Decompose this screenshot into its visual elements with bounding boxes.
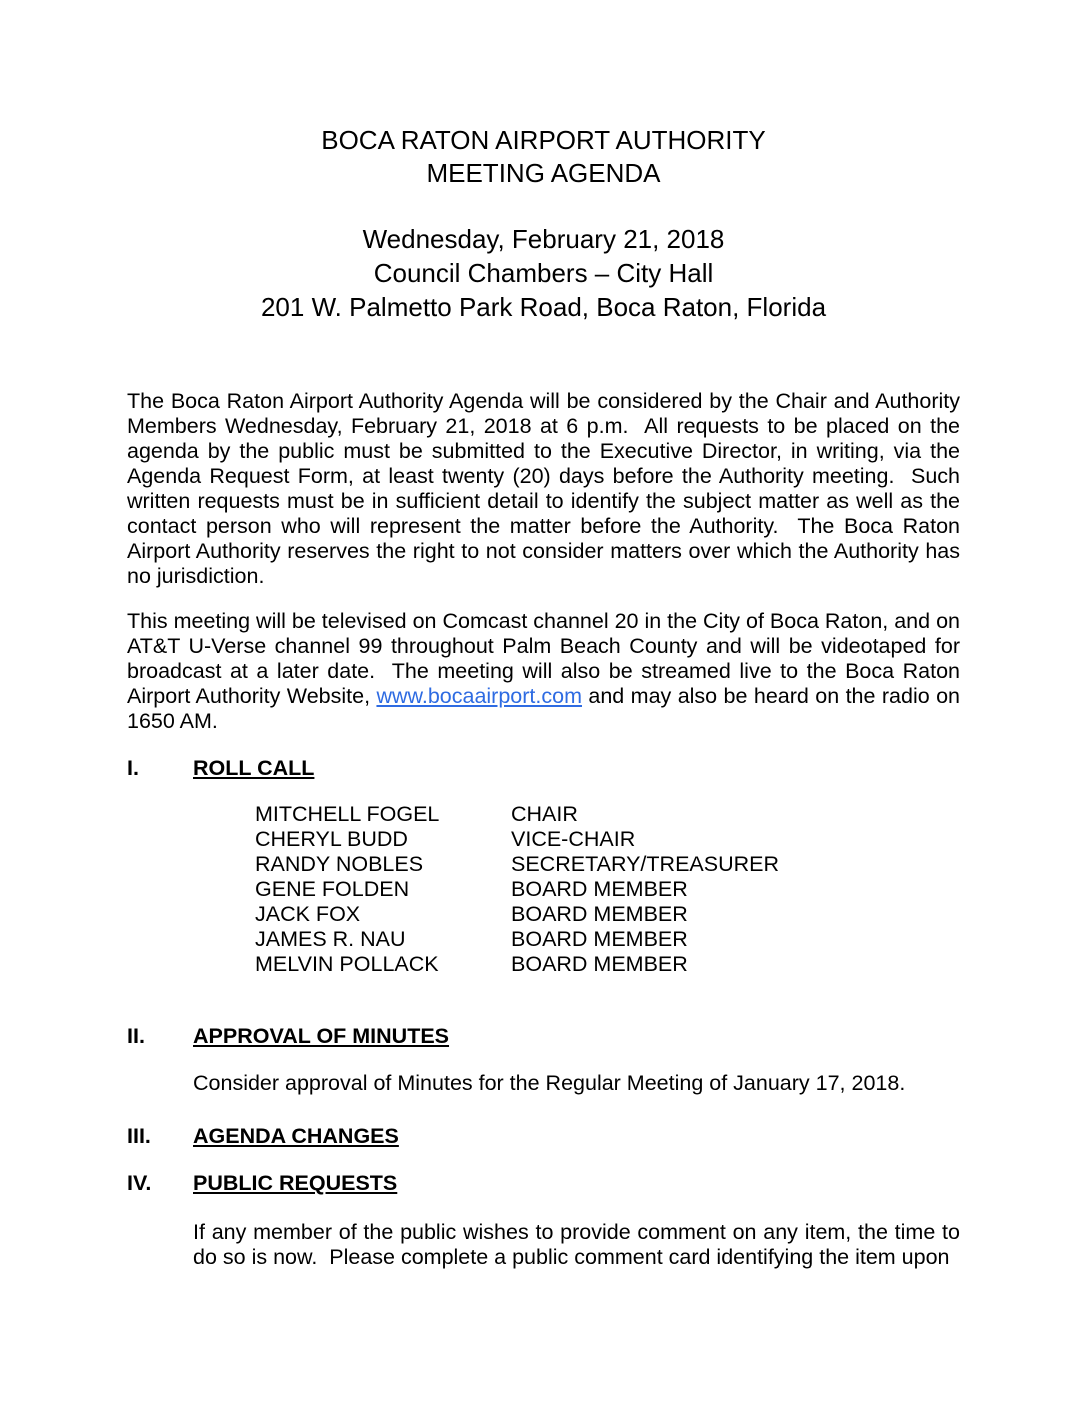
section-title: ROLL CALL (193, 756, 315, 780)
broadcast-paragraph (127, 609, 966, 734)
website-link[interactable]: www.bocaairport.com (376, 684, 582, 708)
member-name: CHERYL BUDD (255, 827, 408, 851)
section-heading-public-requests (127, 1171, 960, 1196)
member-name: JACK FOX (255, 902, 361, 926)
member-title: BOARD MEMBER (511, 952, 688, 976)
member-title: BOARD MEMBER (511, 902, 688, 926)
section-number: I. (127, 756, 139, 780)
broadcast-text-after-link: and may also be heard on the radio on 1650 AM. (127, 684, 966, 733)
roll-call-row (255, 827, 960, 852)
member-title: CHAIR (511, 802, 578, 826)
roll-call-row (255, 852, 960, 877)
title-line-agenda: MEETING AGENDA (426, 158, 661, 188)
section-title: PUBLIC REQUESTS (193, 1171, 398, 1195)
roll-call-row (255, 902, 960, 927)
meeting-date: Wednesday, February 21, 2018 (362, 224, 725, 254)
document-title (127, 124, 960, 190)
section-heading-approval-of-minutes (127, 1024, 960, 1049)
member-name: JAMES R. NAU (255, 927, 406, 951)
member-name: MELVIN POLLACK (255, 952, 439, 976)
section-number: IV. (127, 1171, 152, 1195)
roll-call-row (255, 927, 960, 952)
title-line-authority: BOCA RATON AIRPORT AUTHORITY (321, 125, 766, 155)
member-name: RANDY NOBLES (255, 852, 424, 876)
member-name: GENE FOLDEN (255, 877, 410, 901)
meeting-address: 201 W. Palmetto Park Road, Boca Raton, Florida (260, 292, 827, 322)
section-title: APPROVAL OF MINUTES (193, 1024, 450, 1048)
section-title: AGENDA CHANGES (193, 1124, 399, 1148)
member-title: BOARD MEMBER (511, 877, 688, 901)
roll-call-row (255, 877, 960, 902)
meeting-location: Council Chambers – City Hall (373, 258, 714, 288)
section-number: III. (127, 1124, 151, 1148)
section-heading-agenda-changes (127, 1124, 960, 1149)
roll-call-row (255, 952, 960, 977)
roll-call-row (255, 802, 960, 827)
intro-paragraph: The Boca Raton Airport Authority Agenda will be considered by the Chair and Authority Members Wednesday, February 21, 2018 at 6 p.m. All requests to be placed on the agenda by the public must be submitted to the Executive Director, in writing, via the Agenda Request Form, at least twenty (20) days before the Authority meeting. Such written requests must be in sufficient detail to identify the subject matter as well as the contact person who will represent the matter before the Authority. The Boca Raton Airport Authority reserves the right to not consider matters over which the Authority has no jurisdiction. (127, 389, 966, 588)
roll-call-list (255, 802, 960, 977)
member-title: SECRETARY/TREASURER (511, 852, 780, 876)
broadcast-text-before-link: This meeting will be televised on Comcast channel 20 in the City of Boca Raton, and on AT&T U-Verse channel 99 throughout Palm Beach County and will be videotaped for broadcast at a later date. The meeting will also be streamed live to the Boca Raton Airport Authority Website, (127, 609, 966, 708)
section-number: II. (127, 1024, 145, 1048)
public-requests-body: If any member of the public wishes to provide comment on any item, the time to do so is now. Please complete a public comment card identifying the item upon (193, 1220, 966, 1269)
meeting-details (127, 222, 960, 324)
member-name: MITCHELL FOGEL (255, 802, 440, 826)
section-heading-roll-call (127, 756, 960, 781)
member-title: VICE-CHAIR (511, 827, 636, 851)
approval-of-minutes-body: Consider approval of Minutes for the Regular Meeting of January 17, 2018. (193, 1071, 906, 1095)
member-title: BOARD MEMBER (511, 927, 688, 951)
